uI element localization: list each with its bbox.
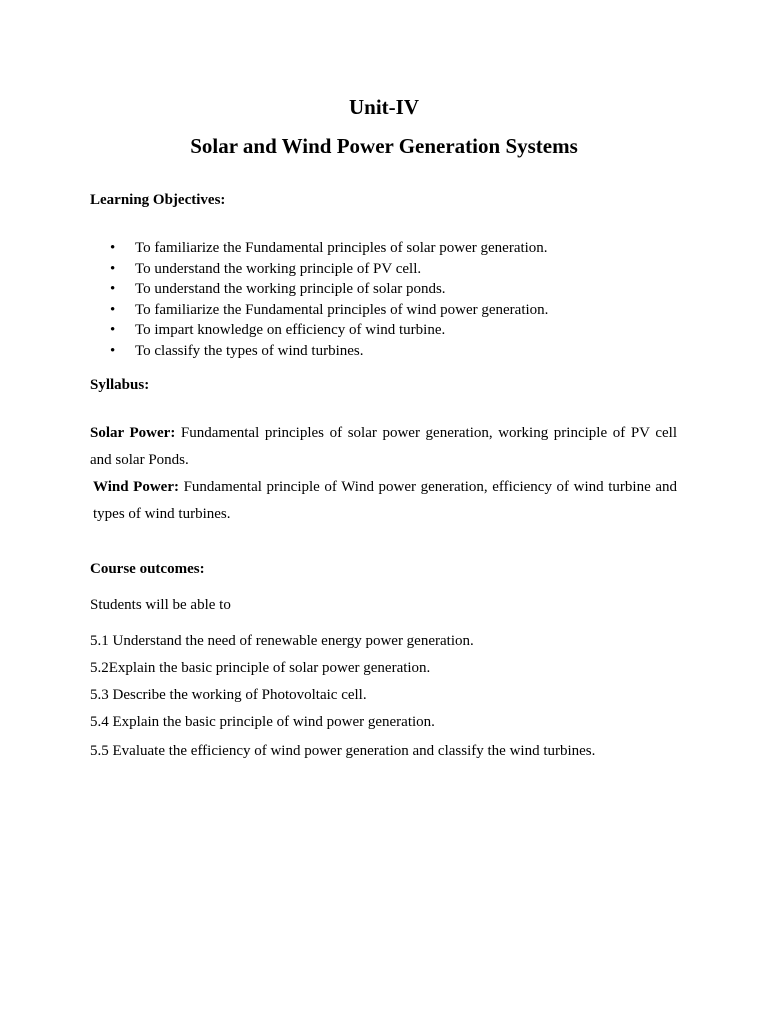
syllabus-heading: Syllabus: [90, 377, 150, 393]
objective-text: To familiarize the Fundamental principles of solar power generation. [135, 240, 548, 256]
list-item [90, 300, 690, 321]
unit-title: Unit-IV [348, 95, 419, 119]
subject-title: Solar and Wind Power Generation Systems [190, 134, 578, 158]
bullet-icon: • [110, 281, 116, 298]
objective-text: To impart knowledge on efficiency of wind turbine. [135, 322, 446, 339]
solar-power-label: Solar Power: [90, 425, 176, 441]
objective-text: To familiarize the Fundamental principles of wind power generation. [135, 301, 549, 318]
objective-text: To understand the working principle of solar ponds. [135, 281, 446, 298]
outcome-item: 5.1 Understand the need of renewable energy power generation. [90, 633, 474, 649]
list-item [90, 238, 690, 259]
list-item [90, 320, 690, 341]
list-item [90, 259, 690, 280]
bullet-icon: • [110, 240, 116, 256]
learning-objectives-list [90, 238, 690, 362]
solar-power-text: Fundamental principles of solar power generation, working principle of PV cell and solar Ponds. [90, 425, 677, 468]
bullet-icon: • [110, 260, 116, 277]
outcome-item: 5.5 Evaluate the efficiency of wind power generation and classify the wind turbines. [90, 743, 596, 759]
wind-power-text: Fundamental principle of Wind power generation, efficiency of wind turbine and types of wind turbines. [93, 479, 677, 522]
bullet-icon: • [110, 322, 116, 339]
objective-text: To understand the working principle of PV cell. [135, 260, 422, 277]
course-outcomes-heading: Course outcomes: [90, 561, 205, 577]
wind-power-label: Wind Power: [93, 479, 179, 495]
syllabus-solar-paragraph [90, 420, 677, 474]
objective-text: To classify the types of wind turbines. [135, 342, 364, 359]
course-outcomes-intro: Students will be able to [90, 597, 231, 613]
learning-objectives-heading: Learning Objectives: [90, 192, 226, 208]
outcome-item: 5.4 Explain the basic principle of wind power generation. [90, 714, 435, 730]
bullet-icon: • [110, 301, 116, 318]
outcome-item: 5.2Explain the basic principle of solar power generation. [90, 660, 431, 676]
outcome-item: 5.3 Describe the working of Photovoltaic cell. [90, 687, 367, 703]
list-item [90, 279, 690, 300]
list-item [90, 341, 690, 362]
syllabus-wind-paragraph [93, 474, 677, 528]
bullet-icon: • [110, 342, 116, 359]
